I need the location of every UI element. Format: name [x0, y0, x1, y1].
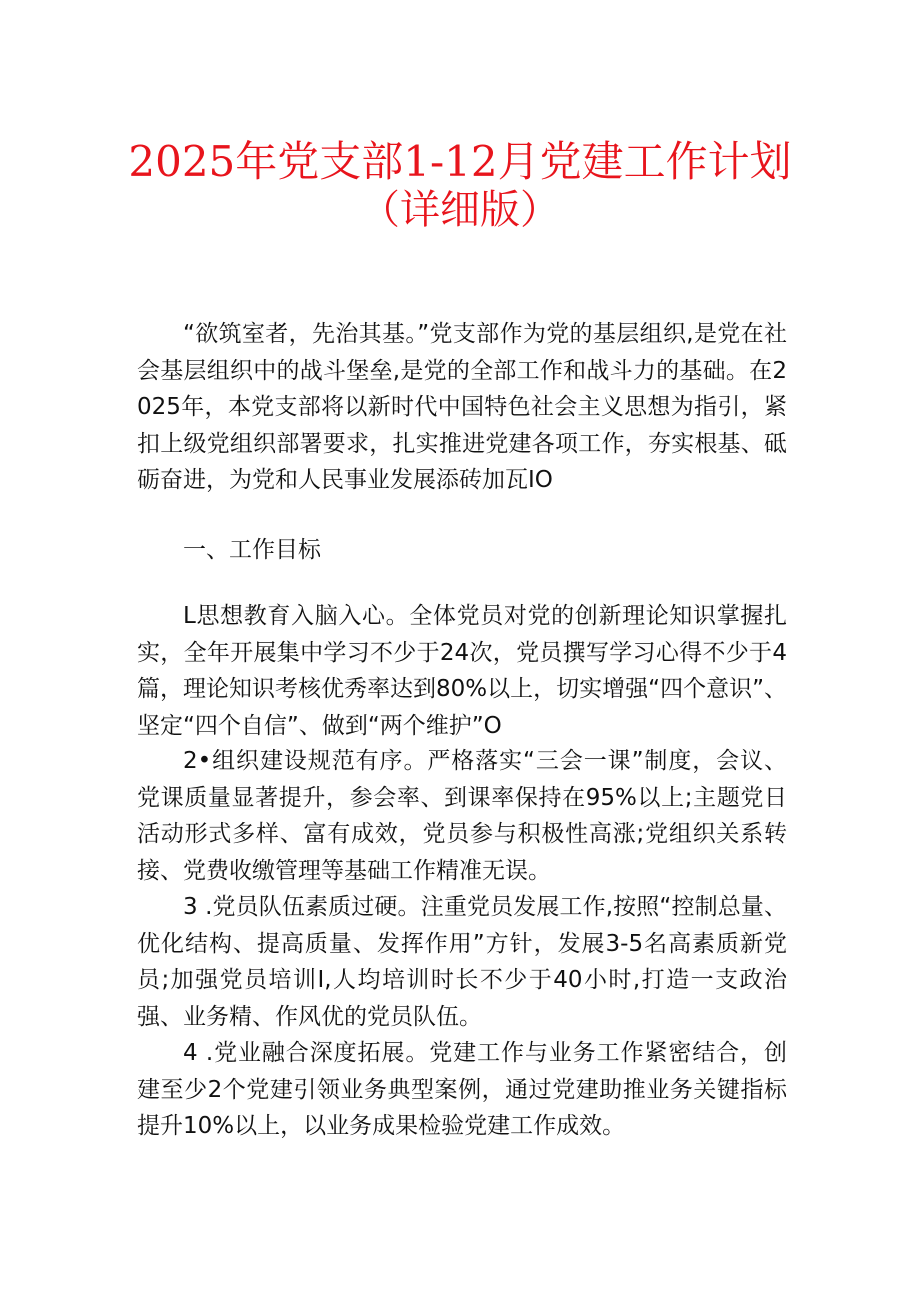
document-subtitle: （详细版）: [360, 187, 560, 233]
goal-paragraph-3: 3 .党员队伍素质过硬。注重党员发展工作,按照“控制总量、优化结构、提高质量、发挥作用”方针，发展3-5名高素质新党员;加强党员培训I,人均培训时长不少于40小时,打造一支政治强、业务精、作风优的党员队伍。: [137, 894, 787, 1030]
goal-paragraph-4: 4 .党业融合深度拓展。党建工作与业务工作紧密结合，创建至少2个党建引领业务典型案例，通过党建助推业务关键指标提升10%以上，以业务成果检验党建工作成效。: [137, 1040, 787, 1139]
intro-paragraph: “欲筑室者，先治其基。”党支部作为党的基层组织,是党在社会基层组织中的战斗堡垒,是党的全部工作和战斗力的基础。在2025年，本党支部将以新时代中国特色社会主义思想为指引，紧扣上级党组织部署要求，扎实推进党建各项工作，夯实根基、砥砺奋进，为党和人民事业发展添砖加瓦IO: [137, 321, 787, 493]
document-title: 2025年党支部1-12月党建工作计划: [128, 137, 792, 186]
goal-paragraph-1: L思想教育入脑入心。全体党员对党的创新理论知识掌握扎实，全年开展集中学习不少于24次，党员撰写学习心得不少于4篇，理论知识考核优秀率达到80%以上，切实增强“四个意识”、坚定“四个自信”、做到“两个维护”O: [137, 603, 787, 739]
goal-paragraph-2: 2•组织建设规范有序。严格落实“三会一课”制度，会议、党课质量显著提升，参会率、到课率保持在95%以上;主题党日活动形式多样、富有成效，党员参与积极性高涨;党组织关系转接、党费收缴管理等基础工作精准无误。: [137, 748, 787, 884]
section-heading: 一、工作目标: [183, 537, 321, 563]
